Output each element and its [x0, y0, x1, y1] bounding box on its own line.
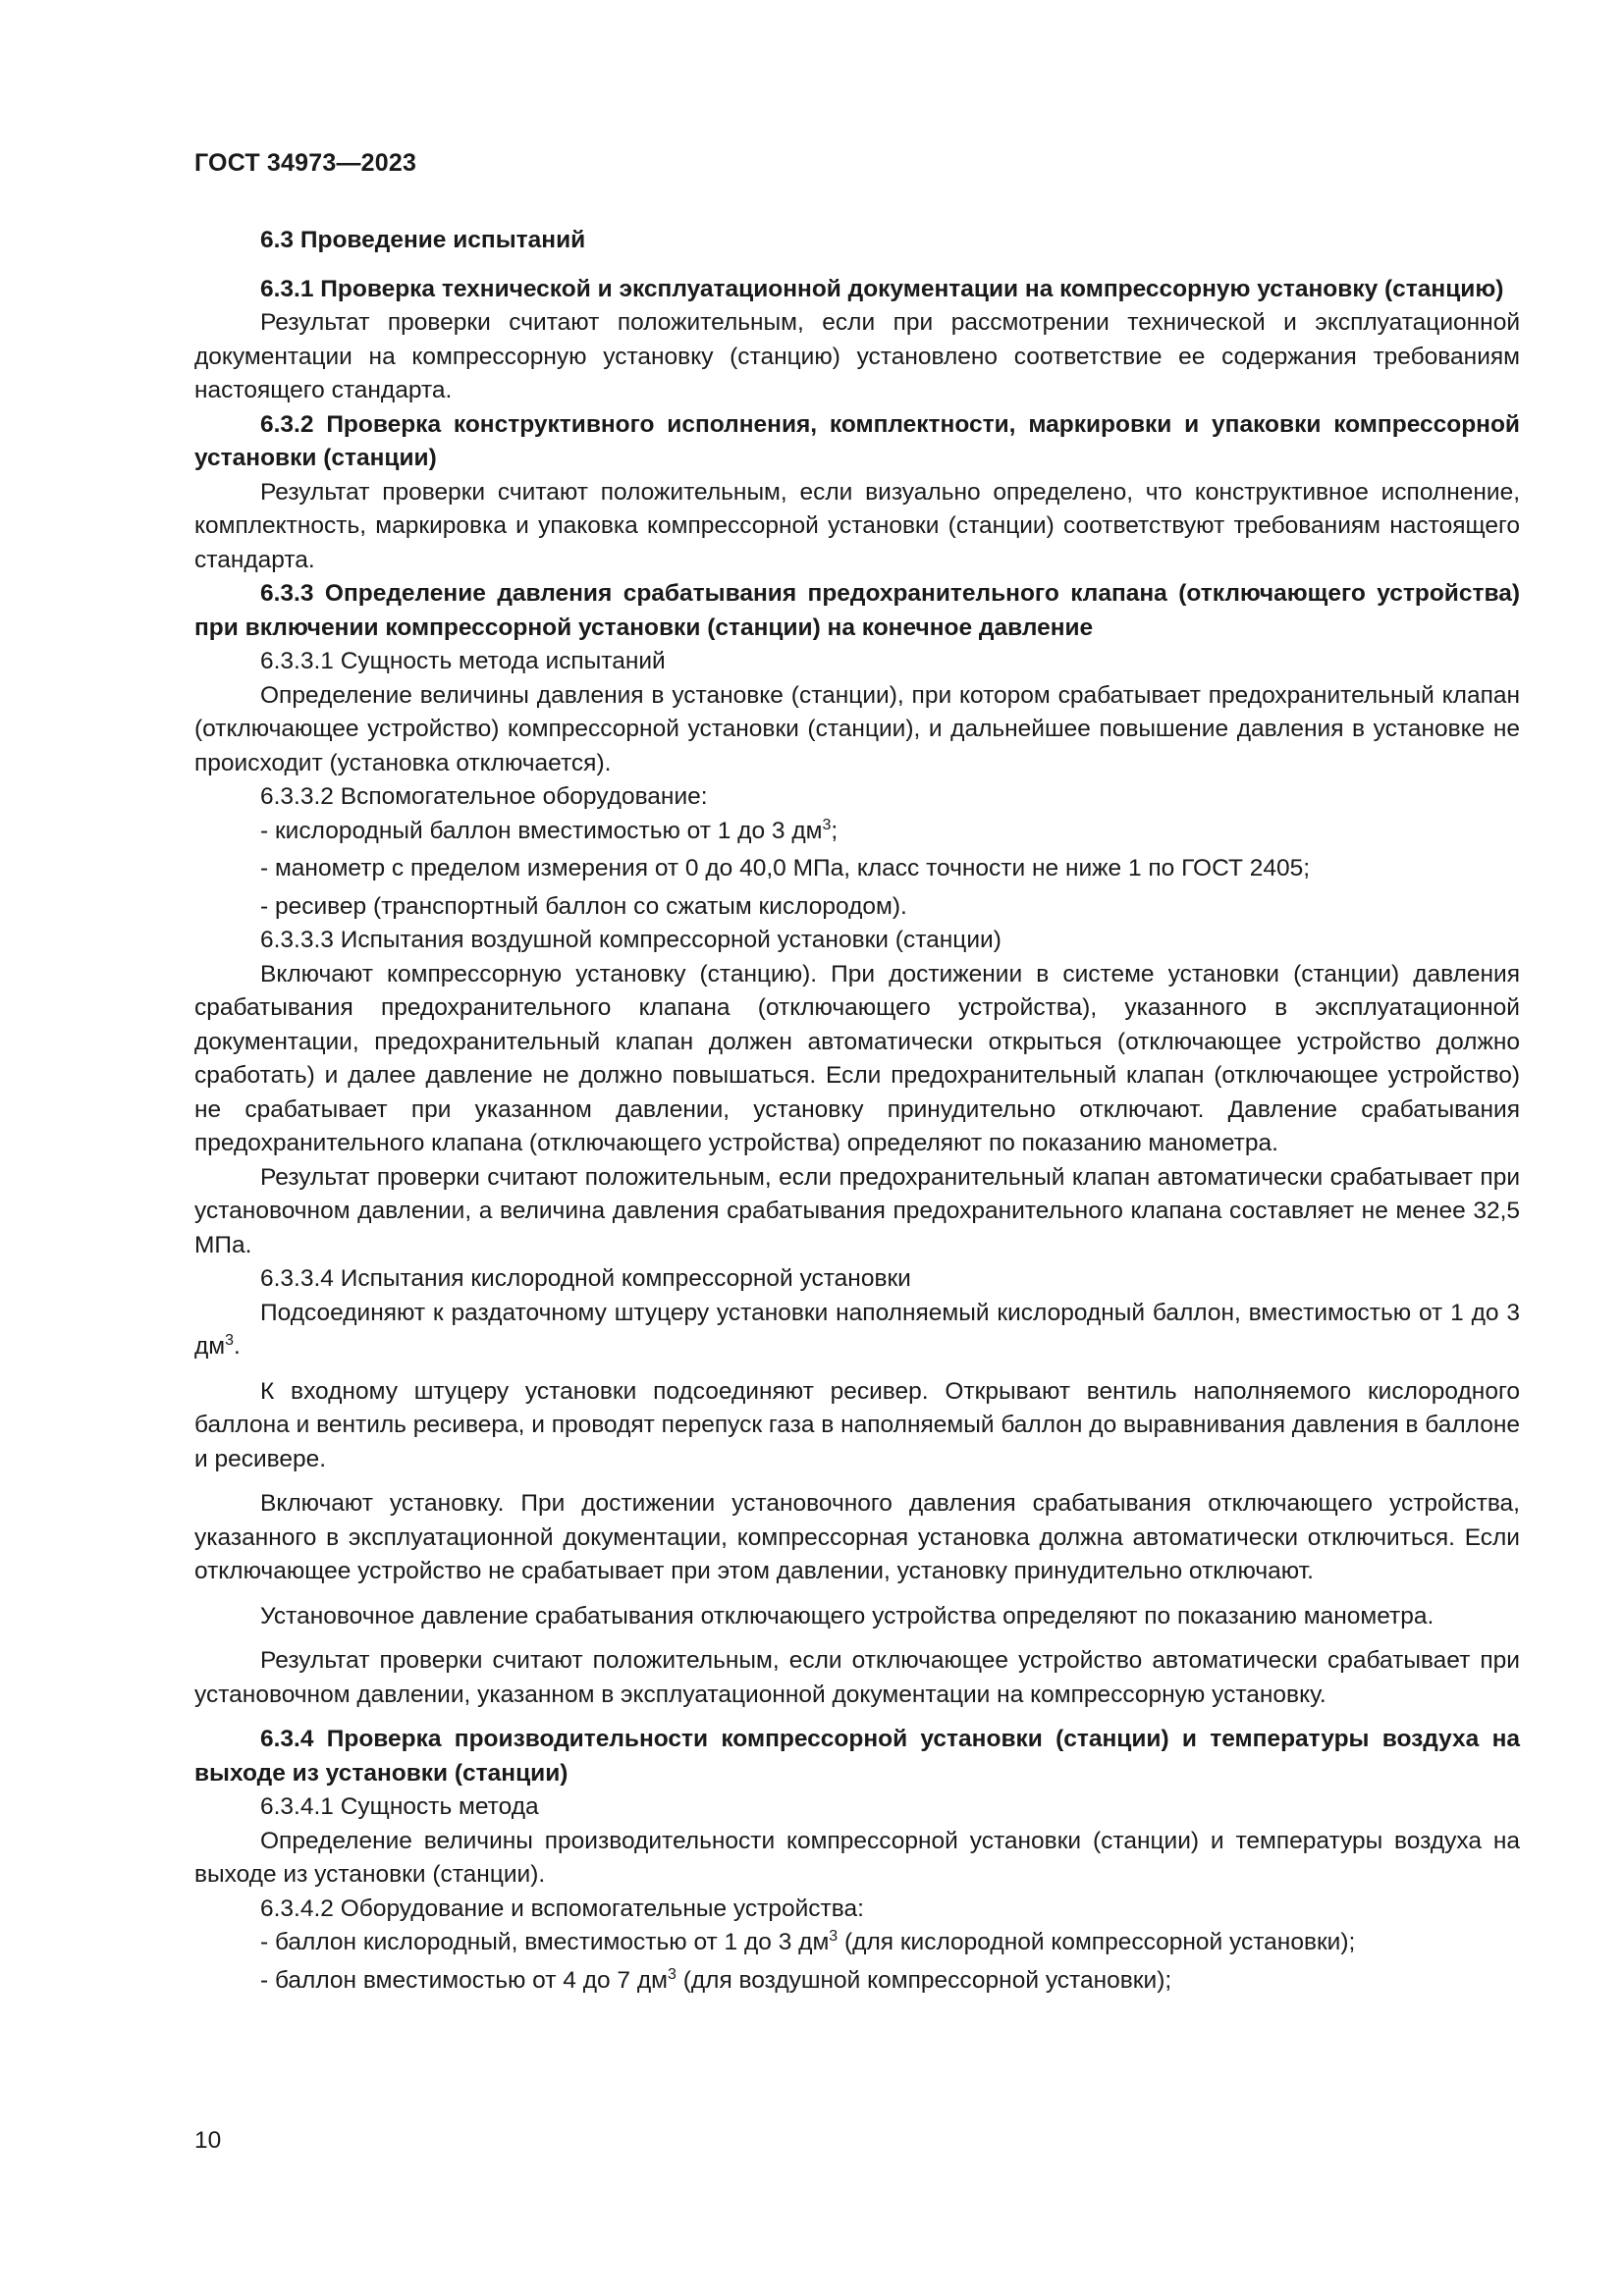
document-page [194, 0, 1520, 2296]
section-heading-6-3: 6.3 Проведение испытаний [260, 227, 586, 253]
paragraph-6-3-4-1-method: Определение величины производительности компрессорной установки (станции) и температуры воздуха на выходе из установки (станции). [194, 1827, 1520, 1888]
paragraph-6-3-2-result: Результат проверки считают положительным, если визуально определено, что конструктивное исполнение, комплектность, маркировка и упаковка компрессорной установки (станции) соответствуют требованиям настоящего стандарта. [194, 478, 1520, 573]
section-heading-6-3-4: 6.3.4 Проверка производительности компрессорной установки (станции) и температуры воздуха на выходе из установки (станции) [194, 1726, 1520, 1787]
superscript-three: 3 [822, 816, 832, 833]
paragraph-text: Подсоединяют к раздаточному штуцеру установки наполняемый кислородный баллон, вместимостью от 1 до 3 дм [194, 1299, 1520, 1360]
list-item-oxygen-cylinder [194, 815, 1520, 849]
subsection-heading-6-3-3-2: 6.3.3.2 Вспомогательное оборудование: [260, 783, 708, 810]
list-item-receiver: - ресивер (транспортный баллон со сжатым кислородом). [260, 892, 907, 920]
subsection-heading-6-3-3-4: 6.3.3.4 Испытания кислородной компрессорной установки [260, 1265, 911, 1292]
list-item-text-end: (для воздушной компрессорной установки); [676, 1966, 1172, 1994]
paragraph-6-3-3-4-set-pressure: Установочное давление срабатывания отключающего устройства определяют по показанию манометра. [260, 1602, 1435, 1629]
list-item-text: - баллон кислородный, вместимостью от 1 до 3 дм [260, 1929, 830, 1955]
section-heading-6-3-1: 6.3.1 Проверка технической и эксплуатационной документации на компрессорную установку (станцию) [260, 275, 1504, 302]
list-item-oxygen-cylinder [194, 1926, 1520, 1960]
subsection-heading-6-3-4-2: 6.3.4.2 Оборудование и вспомогательные устройства: [260, 1895, 864, 1922]
list-item-text-end: ; [831, 817, 839, 844]
list-item-manometer: - манометр с пределом измерения от 0 до 40,0 МПа, класс точности не ниже 1 по ГОСТ 2405; [260, 855, 1311, 881]
paragraph-6-3-3-4-switch-on: Включают установку. При достижении установочного давления срабатывания отключающего устройства, указанного в эксплуатационной документации, компрессорная установка должна автоматически отключиться. Если отключающее устройство не срабатывает при этом давлении, установку принудительно отключают. [194, 1490, 1520, 1584]
subsection-heading-6-3-3-1: 6.3.3.1 Сущность метода испытаний [260, 648, 666, 674]
section-heading-6-3-2: 6.3.2 Проверка конструктивного исполнения, комплектности, маркировки и упаковки компрессорной установки (станции) [194, 410, 1520, 471]
paragraph-6-3-1-result: Результат проверки считают положительным, если при рассмотрении технической и эксплуатационной документации на компрессорную установку (станцию) установлено соответствие ее содержания требованиям настоящего стандарта. [194, 309, 1520, 403]
list-item-text: - кислородный баллон вместимостью от 1 до 3 дм [260, 817, 823, 844]
paragraph-6-3-3-4-result: Результат проверки считают положительным, если отключающее устройство автоматически срабатывает при установочном давлении, указанном в эксплуатационной документации на компрессорную установку. [194, 1647, 1520, 1708]
document-body [194, 224, 1520, 2002]
paragraph-6-3-3-3-procedure: Включают компрессорную установку (станцию). При достижении в системе установки (станции) давления срабатывания предохранительного клапана (отключающего устройства), указанного в эксплуатационной документации, предохранительный клапан должен автоматически открыться (отключающее устройство должно сработать) и далее давление не должно повышаться. Если предохранительный клапан (отключающее устройство) не срабатывает при указанном давлении, установку принудительно отключают. Давление срабатывания предохранительного клапана (отключающего устройства) определяют по показанию манометра. [194, 960, 1520, 1156]
paragraph-6-3-3-4-receiver: К входному штуцеру установки подсоединяют ресивер. Открывают вентиль наполняемого кислородного баллона и вентиль ресивера, и проводят перепуск газа в наполняемый баллон до выравнивания давления в баллоне и ресивере. [194, 1377, 1520, 1472]
paragraph-6-3-3-3-result: Результат проверки считают положительным, если предохранительный клапан автоматически срабатывает при установочном давлении, а величина давления срабатывания предохранительного клапана составляет не менее 32,5 МПа. [194, 1163, 1520, 1258]
document-header: ГОСТ 34973—2023 [194, 149, 417, 177]
subsection-heading-6-3-3-3: 6.3.3.3 Испытания воздушной компрессорной установки (станции) [260, 927, 1001, 953]
subsection-heading-6-3-4-1: 6.3.4.1 Сущность метода [260, 1793, 539, 1820]
superscript-three: 3 [668, 1965, 677, 1983]
superscript-three: 3 [829, 1928, 839, 1945]
list-item-air-cylinder [194, 1964, 1520, 1999]
list-item-text-end: (для кислородной компрессорной установки); [838, 1929, 1356, 1955]
list-item-text: - баллон вместимостью от 4 до 7 дм [260, 1966, 668, 1994]
section-heading-6-3-3: 6.3.3 Определение давления срабатывания предохранительного клапана (отключающего устройства) при включении компрессорной установки (станции) на конечное давление [194, 580, 1520, 641]
paragraph-text-end: . [234, 1333, 241, 1360]
paragraph-6-3-3-4-connect [194, 1297, 1520, 1364]
paragraph-6-3-3-1-method: Определение величины давления в установке (станции), при котором срабатывает предохранительный клапан (отключающее устройство) компрессорной установки (станции), и дальнейшее повышение давления в установке не происходит (установка отключается). [194, 681, 1520, 776]
page-number: 10 [194, 2127, 222, 2154]
superscript-three: 3 [225, 1332, 235, 1349]
